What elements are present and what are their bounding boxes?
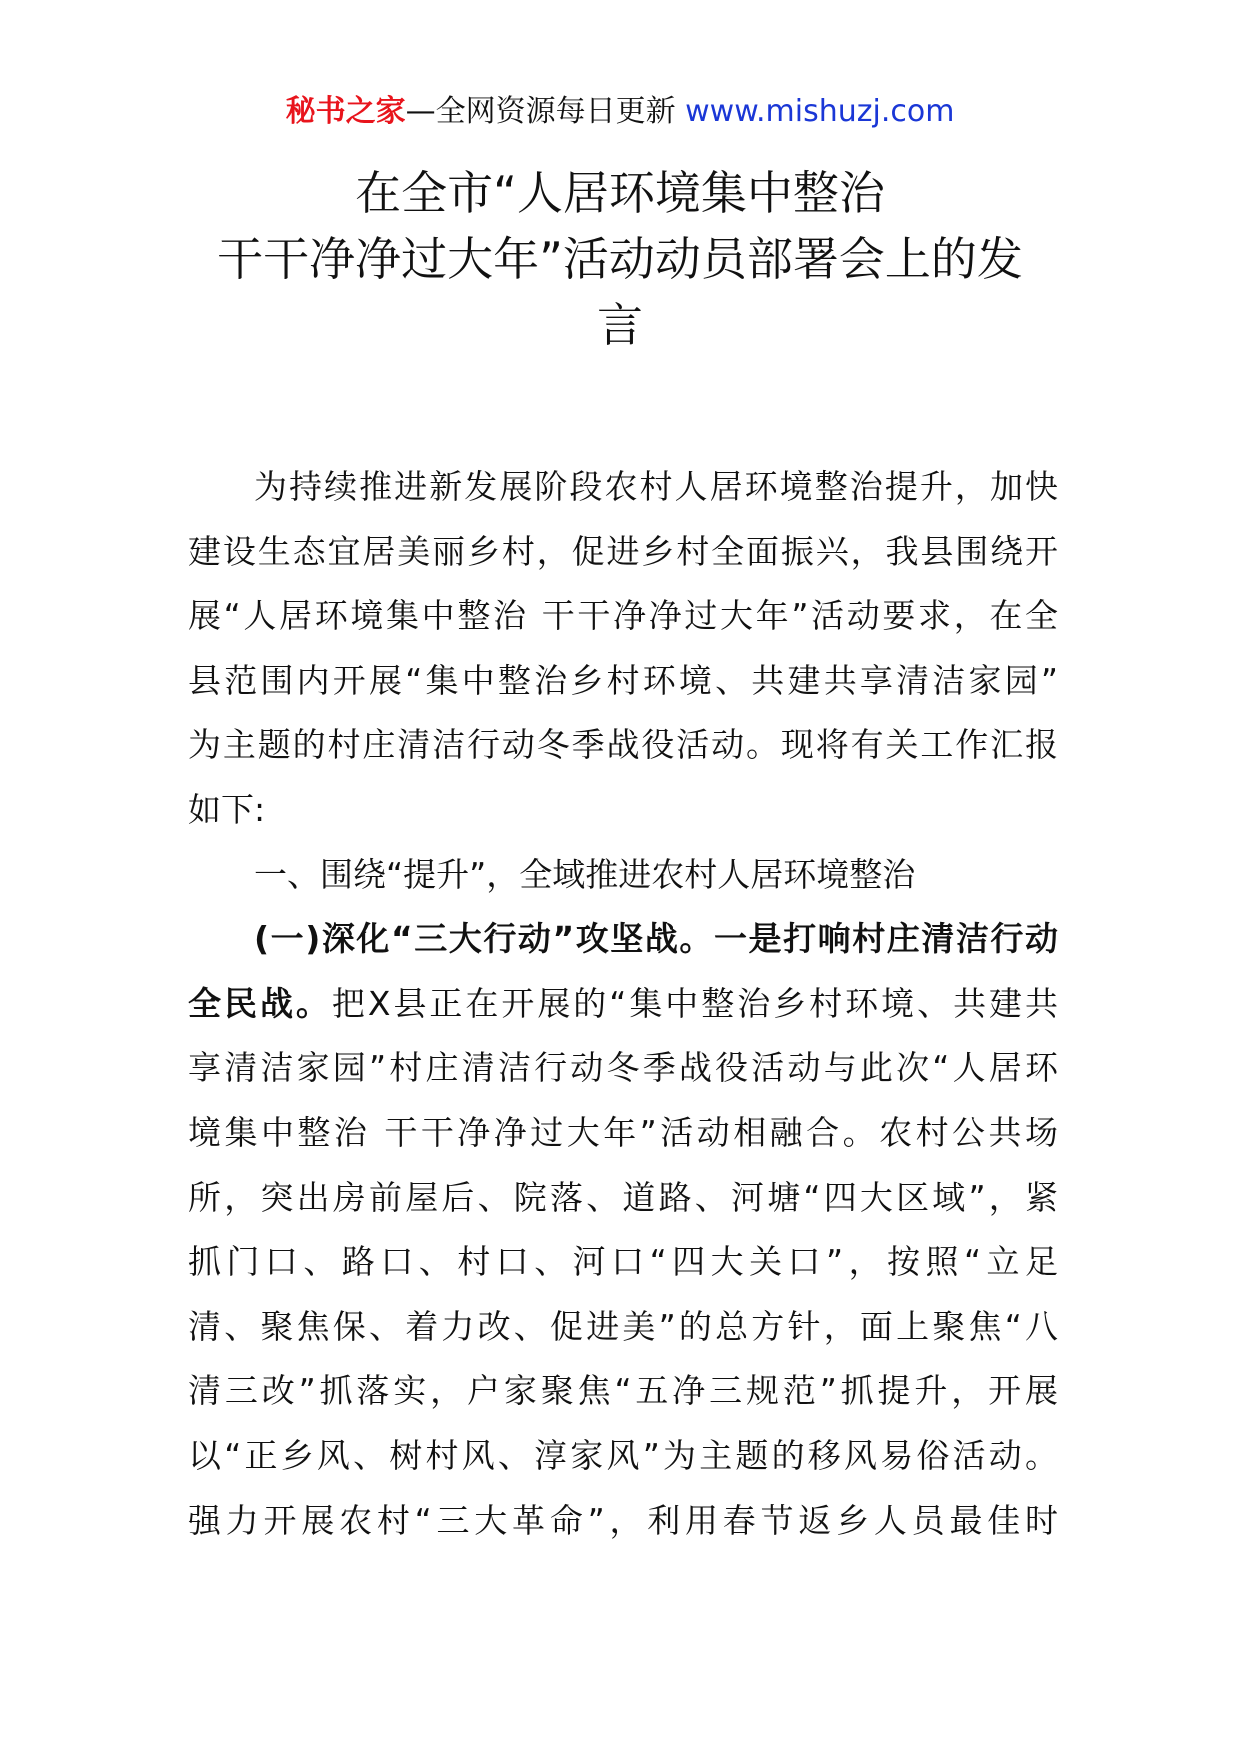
site-url-link[interactable]: www.mishuzj.com (685, 94, 955, 129)
text-line: 建设生态宜居美丽乡村，促进乡村全面振兴，我县围绕开 (188, 531, 1058, 571)
paragraph-intro (188, 455, 1058, 843)
text-line: 为主题的村庄清洁行动冬季战役活动。现将有关工作汇报 (188, 725, 1058, 765)
text-line: 清、聚焦保、着力改、促进美”的总方针，面上聚焦“八 (188, 1306, 1058, 1346)
text-line: 县范围内开展“集中整治乡村环境、共建共享清洁家园” (188, 660, 1058, 700)
subheading-text-end: 全民战。 (188, 983, 332, 1023)
title-line-1: 在全市“人居环境集中整治 (355, 166, 885, 220)
title-line-3: 言 (597, 298, 643, 352)
text-line: 清三改”抓落实，户家聚焦“五净三规范”抓提升，开展 (188, 1371, 1058, 1411)
brand-name: 秘书之家 (285, 94, 406, 129)
text-line: 享清洁家园”村庄清洁行动冬季战役活动与此次“人居环 (188, 1048, 1058, 1088)
text-line: 强力开展农村“三大革命”，利用春节返乡人员最佳时 (188, 1500, 1058, 1540)
text-line: 如下: (188, 789, 266, 829)
paragraph-section-1-1 (188, 907, 1058, 1553)
subheading-text: (一)深化“三大行动”攻坚战。一是打响村庄清洁行动 (254, 919, 1058, 959)
text-run: 把Ⅹ县正在开展的“集中整治乡村环境、共建共 (331, 983, 1059, 1023)
text-line: 展“人居环境集中整治 干干净净过大年”活动要求，在全 (188, 596, 1058, 636)
document-body (188, 455, 1058, 1553)
document-title (150, 160, 1090, 358)
site-banner (0, 92, 1240, 132)
text-line: 为持续推进新发展阶段农村人居环境整治提升，加快 (254, 467, 1058, 506)
section-heading-1: 一、围绕“提升”，全域推进农村人居环境整治 (254, 854, 916, 894)
text-line (188, 972, 1058, 1037)
text-line: 所，突出房前屋后、院落、道路、河塘“四大区域”，紧 (188, 1177, 1058, 1217)
title-line-2: 干干净净过大年”活动动员部署会上的发 (217, 232, 1023, 286)
text-line: 境集中整治 干干净净过大年”活动相融合。农村公共场 (188, 1112, 1058, 1152)
banner-tagline: —全网资源每日更新 (405, 94, 686, 129)
text-line: 以“正乡风、树村风、淳家风”为主题的移风易俗活动。 (188, 1435, 1058, 1475)
text-line: 抓门口、路口、村口、河口“四大关口”，按照“立足 (188, 1242, 1058, 1282)
